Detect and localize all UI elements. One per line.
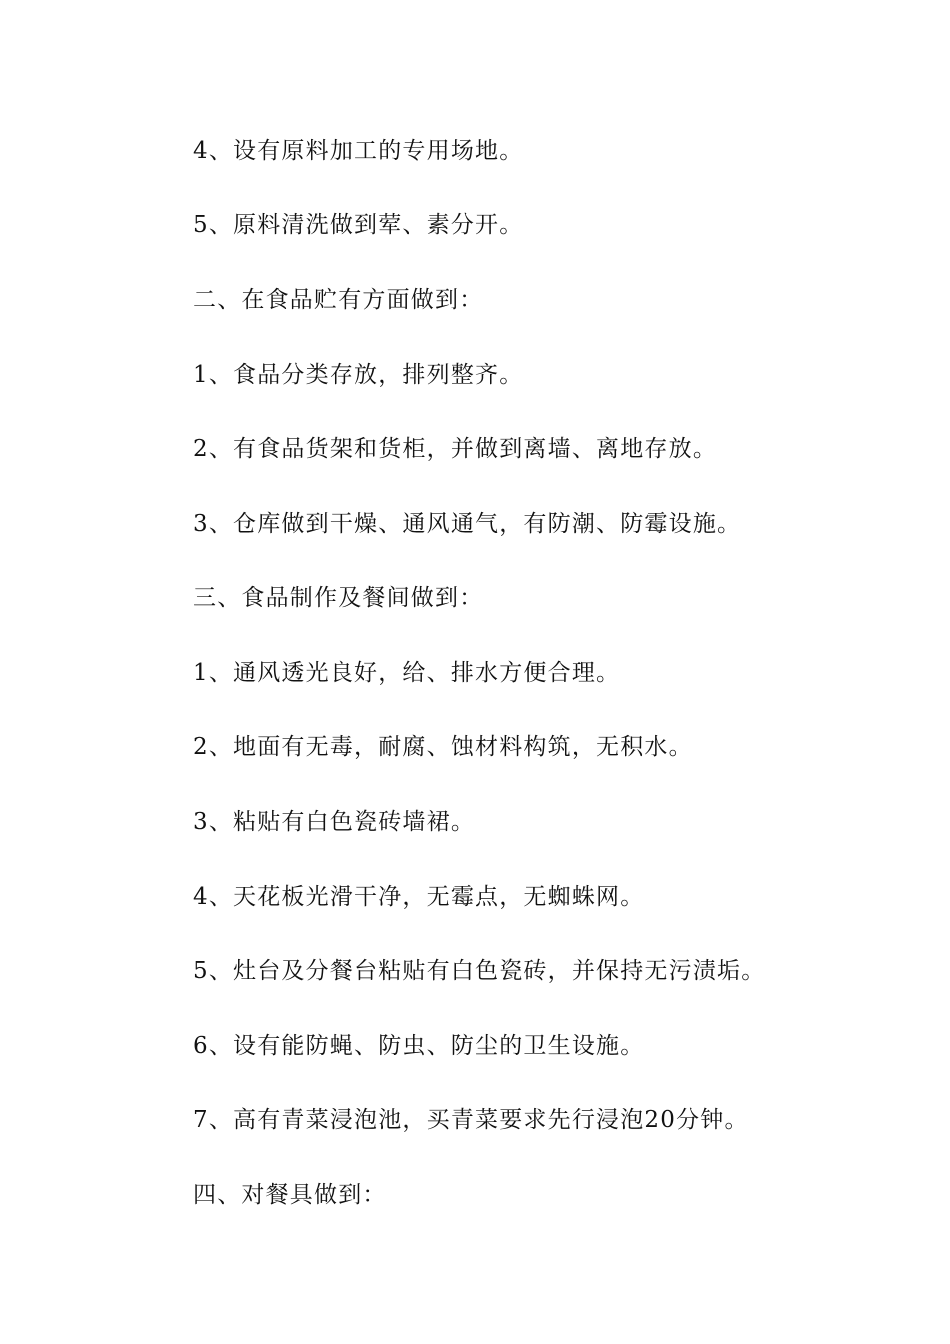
doc-line-item-5-washing-separation: 5、原料清洗做到荤、素分开。 [193, 212, 524, 238]
doc-section-heading-3: 三、食品制作及餐间做到： [193, 585, 484, 611]
doc-line-item-4-raw-material-area: 4、设有原料加工的专用场地。 [193, 138, 524, 164]
doc-line-kitchen-4: 4、天花板光滑干净，无霉点，无蜘蛛网。 [193, 884, 645, 910]
doc-line-storage-1: 1、食品分类存放，排列整齐。 [193, 362, 524, 388]
doc-line-storage-2: 2、有食品货架和货柜，并做到离墙、离地存放。 [193, 436, 718, 462]
doc-line-kitchen-1: 1、通风透光良好，给、排水方便合理。 [193, 660, 621, 686]
doc-line-kitchen-3: 3、粘贴有白色瓷砖墙裙。 [193, 809, 476, 835]
doc-line-kitchen-2: 2、地面有无毒，耐腐、蚀材料构筑，无积水。 [193, 734, 693, 760]
doc-section-heading-4: 四、对餐具做到： [193, 1182, 387, 1208]
doc-line-kitchen-5: 5、灶台及分餐台粘贴有白色瓷砖，并保持无污渍垢。 [193, 958, 766, 984]
doc-section-heading-2: 二、在食品贮有方面做到： [193, 287, 484, 313]
doc-line-kitchen-6: 6、设有能防蝇、防虫、防尘的卫生设施。 [193, 1033, 645, 1059]
doc-line-storage-3: 3、仓库做到干燥、通风通气，有防潮、防霉设施。 [193, 511, 742, 537]
doc-line-kitchen-7: 7、高有青菜浸泡池，买青菜要求先行浸泡20分钟。 [193, 1107, 749, 1133]
